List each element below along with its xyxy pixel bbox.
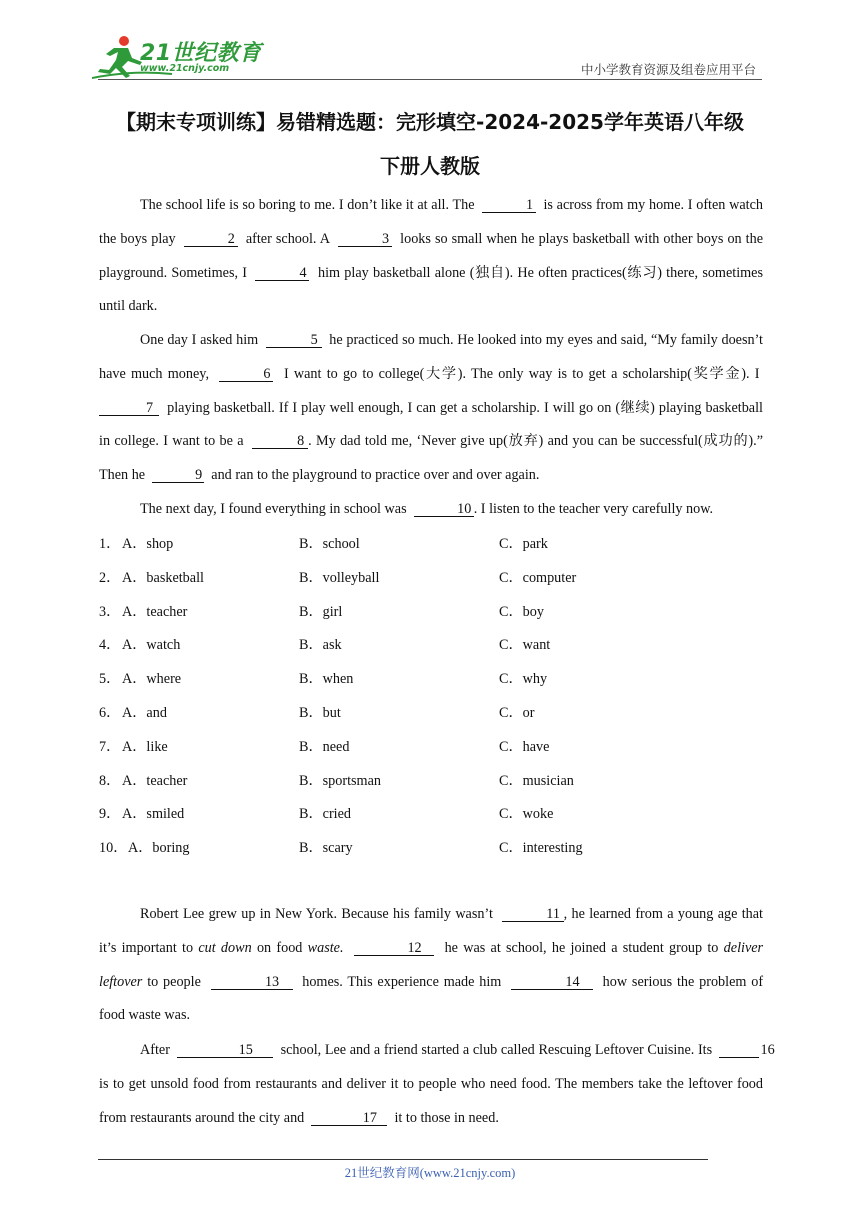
option-c: C．computer [499,569,577,586]
blank-6: 6 [219,367,273,382]
blank-7: 7 [99,401,159,416]
question-number: 10． [99,840,128,857]
option-a: A．where [122,671,182,688]
option-b: B．scary [299,840,353,857]
passage1-paragraph1: The school life is so boring to me. I don’t like it at all. The 1 is across from my home. I often watch the boys play 2 after school. A 3 looks so small when he plays basketball with other boys on the playground. Sometimes, I 4 him play basketball alone (独自). He often practices(练习) there, sometimes until dark. [99,197,764,315]
option-c: C．musician [499,772,574,789]
blank-12: 12 [354,941,434,956]
logo-url: www.21cnjy.com [140,63,230,74]
option-c: C．have [499,738,550,755]
option-c: C．park [499,536,548,552]
blank-16: 16 [719,1043,759,1058]
question-number: 5． [99,671,121,688]
question-number: 9． [99,806,121,823]
blank-14: 14 [511,975,593,990]
header-divider [98,79,762,80]
option-b: B．girl [299,603,343,620]
option-b: B．ask [299,637,342,654]
question-number: 8． [99,772,121,789]
option-b: B．volleyball [299,569,380,586]
option-c: C．why [499,671,548,688]
blank-3: 3 [338,232,392,247]
option-a: A．watch [122,637,181,654]
passage1-paragraph2: One day I asked him 5 he practiced so much. He looked into my eyes and said, “My family doesn’t have much money, 6 I want to go to college(大学). The only way is to get a scholarship(奖学金). I 7 playing basketball. If I play well enough, I can get a scholarship. I will go on (继续) playing basketball in college. I want to be a 8 . My dad told me, ‘Never give up(放弃) and you can be successful(成功的).” Then he 9 and ran to the playground to practice over and over again. [99,332,763,484]
blank-10: 10 [414,502,474,517]
blank-11: 11 [502,907,564,922]
question-number: 6． [99,705,121,721]
question-number: 7． [99,738,121,755]
footer-text: 21世纪教育网(www.21cnjy.com) [344,1166,516,1180]
option-c: C．interesting [499,840,583,857]
option-b: B．when [299,671,354,688]
option-c: C．woke [499,806,554,823]
option-b: B．sportsman [299,772,381,789]
passage1-paragraph3: The next day, I found everything in school was 10 . I listen to the teacher very carefully now. [140,501,714,517]
blank-13: 13 [211,975,293,990]
question-number: 4． [99,637,121,654]
passage2-paragraph1: Robert Lee grew up in New York. Because his family wasn’t 11 , he learned from a young age that it’s important to cut down on food waste. 12 he was at school, he joined a student group to deliver leftover to people 13 homes. This experience made him 14 how serious the problem of food waste was. [99,906,764,1024]
option-a: A．and [122,705,167,721]
blank-17: 17 [311,1111,387,1126]
option-a: A．basketball [122,569,204,586]
blank-2: 2 [184,232,238,247]
blank-1: 1 [482,198,536,213]
page-title-line2: 下册人教版 [380,154,480,178]
option-b: B．cried [299,806,352,823]
page-header [0,0,860,90]
blank-5: 5 [266,333,322,348]
page-title-line1: 【期末专项训练】易错精选题：完形填空-2024-2025学年英语八年级 [116,110,744,134]
logo-text: 21世纪教育 [140,41,262,66]
question-number: 1． [99,536,121,552]
option-a: A．boring [128,840,190,857]
option-a: A．like [122,738,168,755]
option-a: A．teacher [122,603,188,620]
option-c: C．or [499,705,535,721]
question-number: 2． [99,569,121,586]
blank-4: 4 [255,266,309,281]
blank-9: 9 [152,468,204,483]
footer-divider [98,1159,708,1160]
option-a: A．teacher [122,772,188,789]
option-a: A．shop [122,536,174,552]
blank-8: 8 [252,434,308,449]
passage2-paragraph2: After 15 school, Lee and a friend started a club called Rescuing Leftover Cuisine. Its 16 is to get unsold food from restaurants and deliver it to people who need food. The members take the leftover food from restaurants around the city and 17 it to those in need. [99,1042,775,1126]
question-number: 3． [99,603,121,620]
option-b: B．need [299,738,350,755]
option-a: A．smiled [122,806,185,823]
option-c: C．want [499,637,551,654]
option-b: B．but [299,705,341,721]
header-platform-text: 中小学教育资源及组卷应用平台 [580,62,756,77]
blank-15: 15 [177,1043,273,1058]
option-c: C．boy [499,603,544,620]
option-b: B．school [299,536,360,552]
